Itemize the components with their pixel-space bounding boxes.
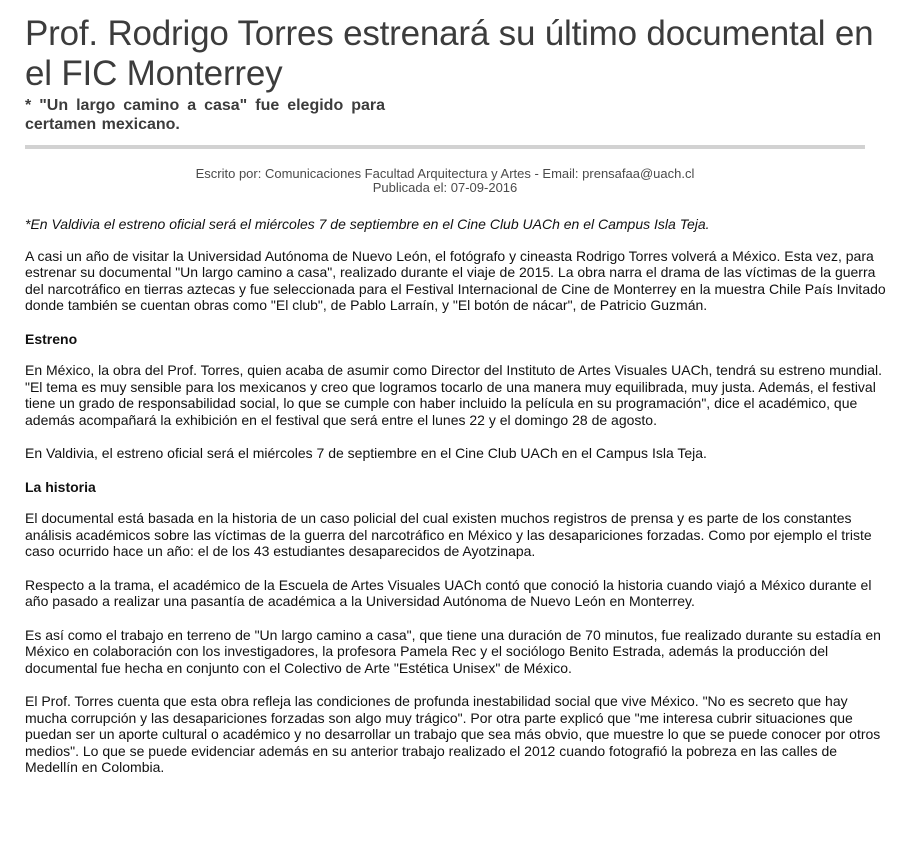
byline: Escrito por: Comunicaciones Facultad Arquitectura y Artes - Email: prensafaa@uach.cl: [195, 166, 695, 181]
intro-paragraph: A casi un año de visitar la Universidad Autónoma de Nuevo León, el fotógrafo y cineasta Rodrigo Torres volverá a México. Esta vez, para estrenar su documental "Un largo camino a casa", realizado durante el viaje de 2015. La obra narra el drama de las víctimas de la guerra del narcotráfico en tierras aztecas y fue seleccionada para el Festival Internacional de Cine de Monterrey en la muestra Chile País Invitado donde también se cuentan obras como "El club", de Pablo Larraín, y "El botón de nácar", de Patricio Guzmán.: [25, 247, 886, 313]
paragraph: En México, la obra del Prof. Torres, quien acaba de asumir como Director del Instituto de Artes Visuales UACh, tendrá su estreno mundial. "El tema es muy sensible para los mexicanos y creo que logramos tocarlo de una manera muy equilibrada, muy justa. Además, el festival tiene un grado de responsabilidad social, lo que se cumple con haber incluido la película en su programación", dice el académico, que además acompañará la exhibición en el festival que será entre el lunes 22 y el domingo 28 de agosto.: [25, 362, 883, 428]
paragraph: Es así como el trabajo en terreno de "Un largo camino a casa", que tiene una duración de 70 minutos, fue realizado durante su estadía en México en colaboración con los investigadores, la profesora Pamela Rec y el sociólogo Benito Estrada, además la producción del documental fue hecha en conjunto con el Colectivo de Arte "Estética Unisex" de México.: [25, 626, 881, 676]
section-heading-estreno: Estreno: [25, 330, 78, 347]
paragraph: El Prof. Torres cuenta que esta obra refleja las condiciones de profunda inestabilidad social que vive México. "No es secreto que hay mucha corrupción y las desapariciones forzadas son algo muy trágico". Por otra parte explicó que "me interesa cubrir situaciones que puedan ser un aporte cultural o académico y no desarrollar un trabajo que sea más obvio, que muestre lo que se puede conocer por otros medios". Lo que se puede evidenciar además en su anterior trabajo realizado el 2012 cuando fotografió la pobreza en las calles de Medellín en Colombia.: [25, 693, 881, 775]
title-divider: [25, 145, 865, 149]
section-heading-historia: La historia: [25, 478, 96, 495]
paragraph: El documental está basada en la historia de un caso policial del cual existen muchos registros de prensa y es parte de los constantes análisis académicos sobre las víctimas de la guerra del narcotráfico en México y las desapariciones forzadas. Como por ejemplo el triste caso ocurrido hace un año: el de los 43 estudiantes desaparecidos de Ayotzinapa.: [25, 510, 872, 559]
article-body: [25, 216, 887, 776]
paragraph: Respecto a la trama, el académico de la Escuela de Artes Visuales UACh contó que conoció la historia cuando viajó a México durante el año pasado a realizar una pasantía de académica a la Universidad Autónoma de Nuevo León en Monterrey.: [25, 576, 872, 609]
article-subtitle: * "Un largo camino a casa" fue elegido para certamen mexicano.: [25, 97, 385, 133]
article-meta: [25, 167, 865, 195]
paragraph: En Valdivia, el estreno oficial será el miércoles 7 de septiembre en el Cine Club UACh en el Campus Isla Teja.: [25, 445, 707, 461]
published-date: Publicada el: 07-09-2016: [372, 180, 518, 195]
article-title: Prof. Rodrigo Torres estrenará su último documental en el FIC Monterrey: [25, 14, 874, 93]
lead-paragraph: *En Valdivia el estreno oficial será el miércoles 7 de septiembre en el Cine Club UACh en el Campus Isla Teja.: [25, 216, 710, 232]
